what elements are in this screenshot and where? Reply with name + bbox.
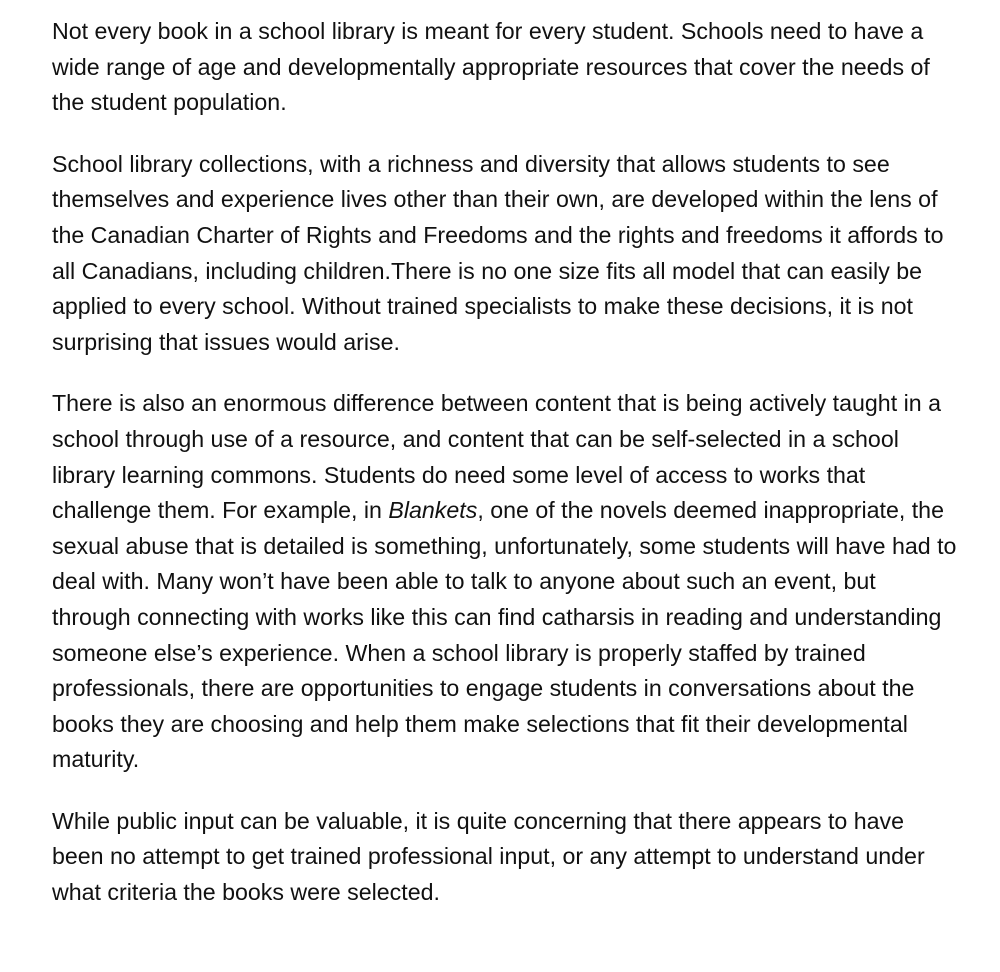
paragraph-3-text-after-title: , one of the novels deemed inappropriate, the sexual abuse that is detailed is something, unfortunately, some students will have had to deal with. Many won’t have been able to talk to anyone about such an event, but through connecting with works like this can find catharsis in reading and understanding someone else’s experience. When a school library is properly staffed by trained professionals, there are opportunities to engage students in conversations about the books they are choosing and help them make selections that fit their developmental maturity.	[52, 497, 957, 773]
book-title-blankets: Blankets	[388, 497, 478, 524]
paragraph-4: While public input can be valuable, it is quite concerning that there appears to have been no attempt to get trained professional input, or any attempt to understand under what criteria the books were selected.	[52, 807, 925, 906]
paragraph-1: Not every book in a school library is meant for every student. Schools need to have a wide range of age and developmentally appropriate resources that cover the needs of the student population.	[52, 18, 930, 116]
paragraph-2: School library collections, with a richness and diversity that allows students to see themselves and experience lives other than their own, are developed within the lens of the Canadian Charter of Rights and Freedoms and the rights and freedoms it affords to all Canadians, including children.There is no one size fits all model that can easily be applied to every school. Without trained specialists to make these decisions, it is not surprising that issues would arise.	[52, 150, 944, 355]
paragraph-3	[52, 386, 960, 778]
paragraph-3-text-before-title: There is also an enormous difference between content that is being actively taught in a school through use of a resource, and content that can be self-selected in a school library learning commons. Students do need some level of access to works that challenge them. For example, in	[52, 390, 941, 524]
